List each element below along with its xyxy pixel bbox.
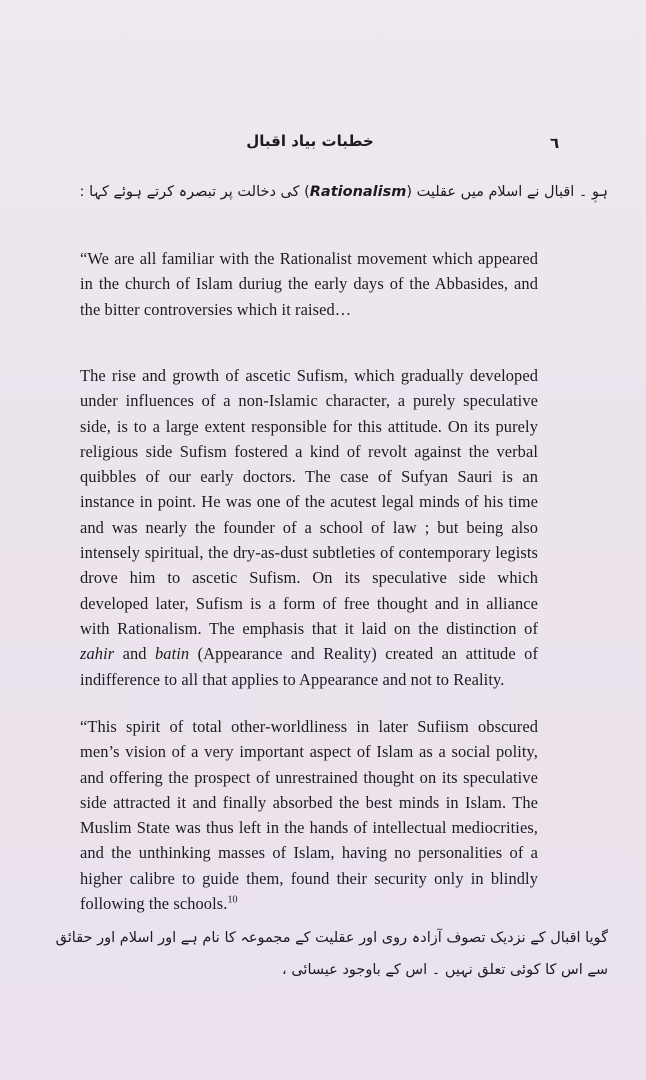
conclusion-paragraph: گویا اقبال کے نزدیک تصوف آزادہ روی اور عقلیت کے مجموعہ کا نام ہے اور اسلام اور حقائق سے اس کا کوئی تعلق نہیں ۔ اس کے باوجود عیسائی ،	[55, 930, 608, 978]
term-batin: batin	[155, 644, 190, 664]
term-zahir: zahir	[80, 644, 115, 664]
footnote-reference: 10	[227, 894, 238, 906]
intro-term-rationalism: Rationalism	[309, 184, 407, 200]
intro-paragraph	[40, 180, 608, 204]
intro-text-before: ہو ۔ اقبال نے اسلام میں عقلیت (	[406, 184, 608, 200]
intro-text-after: ) کی دخالت پر تبصرہ کرتے ہوئے کہا :	[79, 184, 310, 200]
quote-p2-text: The rise and growth of ascetic Sufism, which gradually developed under influences of a non-Islamic character, a purely speculative side, is to a large extent responsible for this attitude. On its purely religious side Sufism fostered a kind of revolt against the verbal quibbles of our early doctors. The case of Sufyan Sauri is an instance in point. He was one of the acutest legal minds of his time and was nearly the founder of a school of law ; but being also intensely spiritual, the dry-as-dust subtleties of contemporary legists drove him to ascetic Sufism. On its speculative side which developed later, Sufism is a form of free thought and in alliance with Rationalism. The emphasis that it laid on the distinction of	[80, 366, 538, 638]
page-number: ٦	[550, 134, 560, 152]
quote-paragraph-2	[80, 363, 538, 692]
quote-p2-and: and	[114, 644, 156, 664]
quote-p2-tail: (Appearance and Reality) created an attitude of indifference to all that applies to Appearance and not to Reality.	[80, 644, 538, 689]
quote-paragraph-3	[80, 714, 538, 916]
quote-paragraph-1: “We are all familiar with the Rationalist movement which appeared in the church of Islam duriug the early days of the Abbasides, and the bitter controversies which it raised…	[80, 249, 538, 319]
running-header-title: خطبات بیاد اقبال	[246, 132, 374, 150]
quote-p3-text: “This spirit of total other-worldliness in later Sufiism obscured men’s vision of a very important aspect of Islam as a social polity, and offering the prospect of unrestrained thought on its speculative side attracted it and finally absorbed the best minds in Islam. The Muslim State was thus left in the hands of intellectual mediocrities, and the unthinking masses of Islam, having no personalities of a higher calibre to guide them, found their security only in blindly following the schools.	[80, 717, 538, 914]
